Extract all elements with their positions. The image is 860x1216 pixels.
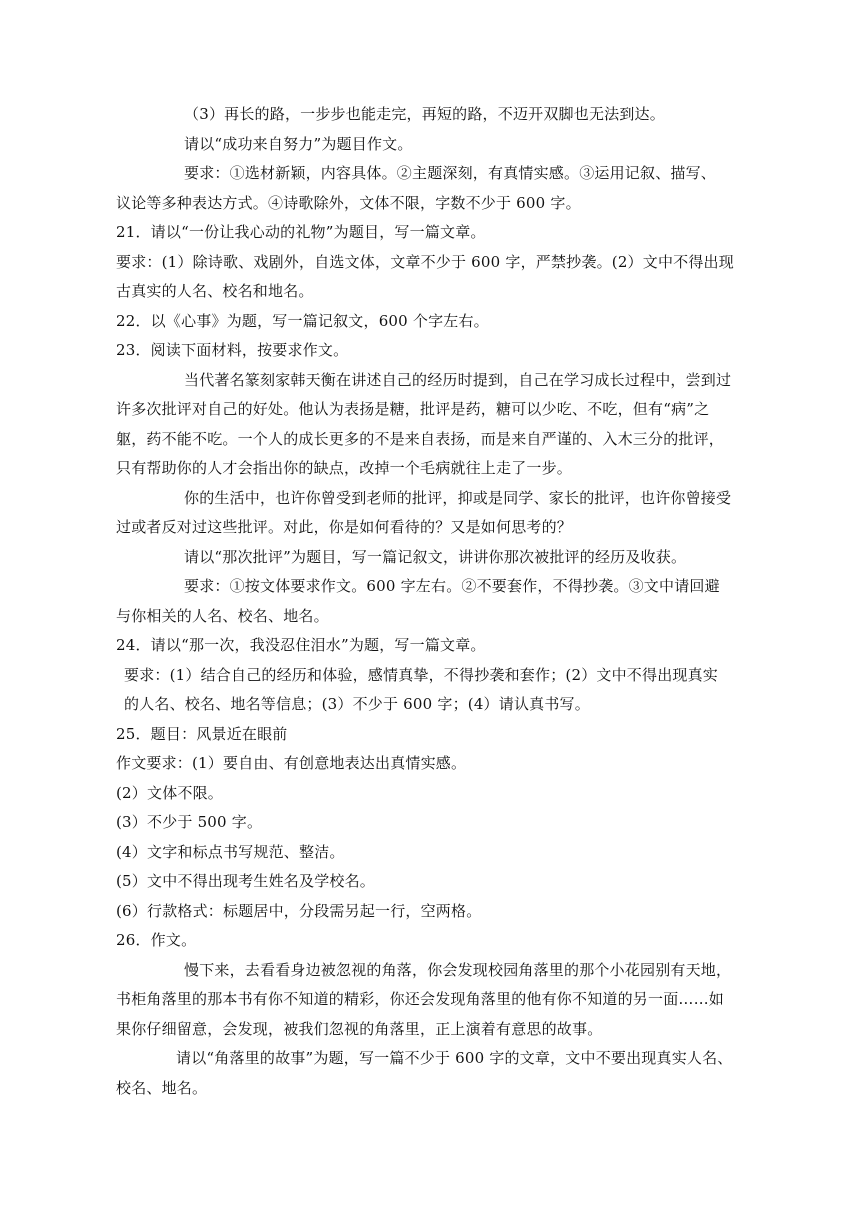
text-line: 果你仔细留意，会发现，被我们忽视的角落里，正上演着有意思的故事。	[116, 1020, 603, 1038]
text-line: 议论等多种表达方式。④诗歌除外，文体不限，字数不少于 600 字。	[116, 194, 581, 212]
text-line: 25．题目：风景近在眼前	[116, 725, 288, 743]
text-line: 只有帮助你的人才会指出你的缺点，改掉一个毛病就往上走了一步。	[116, 459, 573, 477]
text-line: 23．阅读下面材料，按要求作文。	[116, 341, 349, 359]
text-line: 你的生活中，也许你曾受到老师的批评，抑或是同学、家长的批评，也许你曾接受	[184, 489, 732, 507]
text-line: 校名、地名。	[116, 1079, 208, 1097]
text-line: 22．以《心事》为题，写一篇记叙文，600 个字左右。	[116, 312, 489, 330]
text-line: 当代著名篆刻家韩天衡在讲述自己的经历时提到，自己在学习成长过程中，尝到过	[184, 371, 732, 389]
text-line: 许多次批评对自己的好处。他认为表扬是糖，批评是药，糖可以少吃、不吃，但有“病”之	[116, 400, 710, 418]
text-line: 作文要求：(1）要自由、有创意地表达出真情实感。	[116, 754, 467, 772]
text-line: (2）文体不限。	[116, 784, 223, 802]
text-line: 躯，药不能不吃。一个人的成长更多的不是来自表扬，而是来自严谨的、入木三分的批评，	[116, 430, 725, 448]
text-line: 26．作文。	[116, 931, 197, 949]
text-line: 古真实的人名、校名和地名。	[116, 282, 314, 300]
text-line: 要求：(1）结合自己的经历和体验，感情真挚，不得抄袭和套作；(2）文中不得出现真实	[124, 666, 718, 684]
text-line: （3）再长的路，一步步也能走完，再短的路，不迈开双脚也无法到达。	[184, 105, 665, 123]
text-line: (6）行款格式：标题居中，分段需另起一行，空两格。	[116, 902, 482, 920]
text-line: 要求：(1）除诗歌、戏剧外，自选文体，文章不少于 600 字，严禁抄袭。(2）文中不得出现	[116, 253, 734, 271]
text-line: 慢下来，去看看身边被忽视的角落，你会发现校园角落里的那个小花园别有天地，	[184, 961, 732, 979]
text-line: 要求：①选材新颖，内容具体。②主题深刻，有真情实感。③运用记叙、描写、	[184, 164, 717, 182]
text-line: 书柜角落里的那本书有你不知道的精彩，你还会发现角落里的他有你不知道的另一面……如	[116, 990, 725, 1008]
text-line: 请以“成功来自努力”为题目作文。	[184, 135, 413, 153]
text-line: (3）不少于 500 字。	[116, 813, 263, 831]
text-line: (5）文中不得出现考生姓名及学校名。	[116, 872, 375, 890]
text-line: (4）文字和标点书写规范、整洁。	[116, 843, 345, 861]
text-line: 过或者反对过这些批评。对此，你是如何看待的？又是如何思考的？	[116, 518, 573, 536]
text-line: 24．请以“那一次，我没忍住泪水”为题，写一篇文章。	[116, 636, 486, 654]
text-line: 要求：①按文体要求作文。600 字左右。②不要套作，不得抄袭。③文中请回避	[184, 577, 720, 595]
text-line: 的人名、校名、地名等信息；(3）不少于 600 字；(4）请认真书写。	[124, 695, 590, 713]
text-line: 与你相关的人名、校名、地名。	[116, 607, 329, 625]
text-line: 请以“那次批评”为题目，写一篇记叙文，讲讲你那次被批评的经历及收获。	[184, 548, 687, 566]
text-line: 21．请以“一份让我心动的礼物”为题目，写一篇文章。	[116, 223, 486, 241]
text-line: 请以“角落里的故事”为题，写一篇不少于 600 字的文章，文中不要出现真实人名、	[176, 1049, 733, 1067]
